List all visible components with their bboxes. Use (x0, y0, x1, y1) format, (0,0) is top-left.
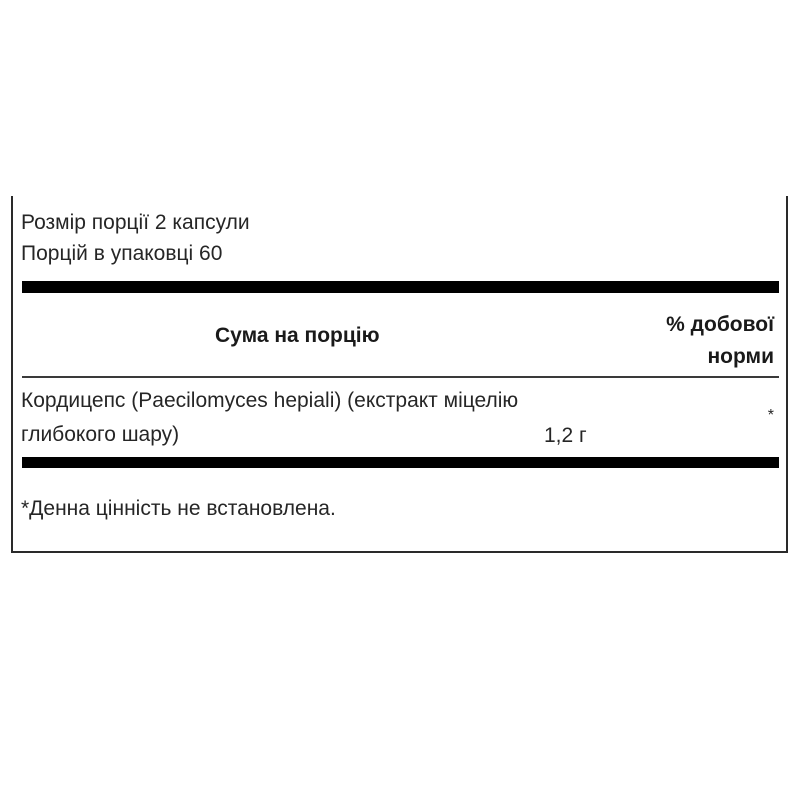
amount-per-serving-header: Сума на порцію (215, 324, 380, 347)
daily-value-header: % добової норми (666, 313, 774, 368)
servings-per-container-text: Порцій в упаковці 60 (21, 242, 223, 265)
footnote-text: *Денна цінність не встановлена. (21, 497, 336, 520)
thick-divider-top (22, 281, 779, 293)
ingredient-amount: 1,2 г (544, 424, 587, 447)
thick-divider-bottom (22, 457, 779, 468)
serving-size-text: Розмір порції 2 капсули (21, 211, 250, 234)
ingredient-name: Кордицепс (Paecilomyces hepiali) (екстракт міцелію глибокого шару) (21, 389, 519, 446)
ingredient-daily-value: * (767, 407, 774, 424)
thin-divider (22, 376, 779, 378)
supplement-facts-panel (11, 196, 788, 553)
